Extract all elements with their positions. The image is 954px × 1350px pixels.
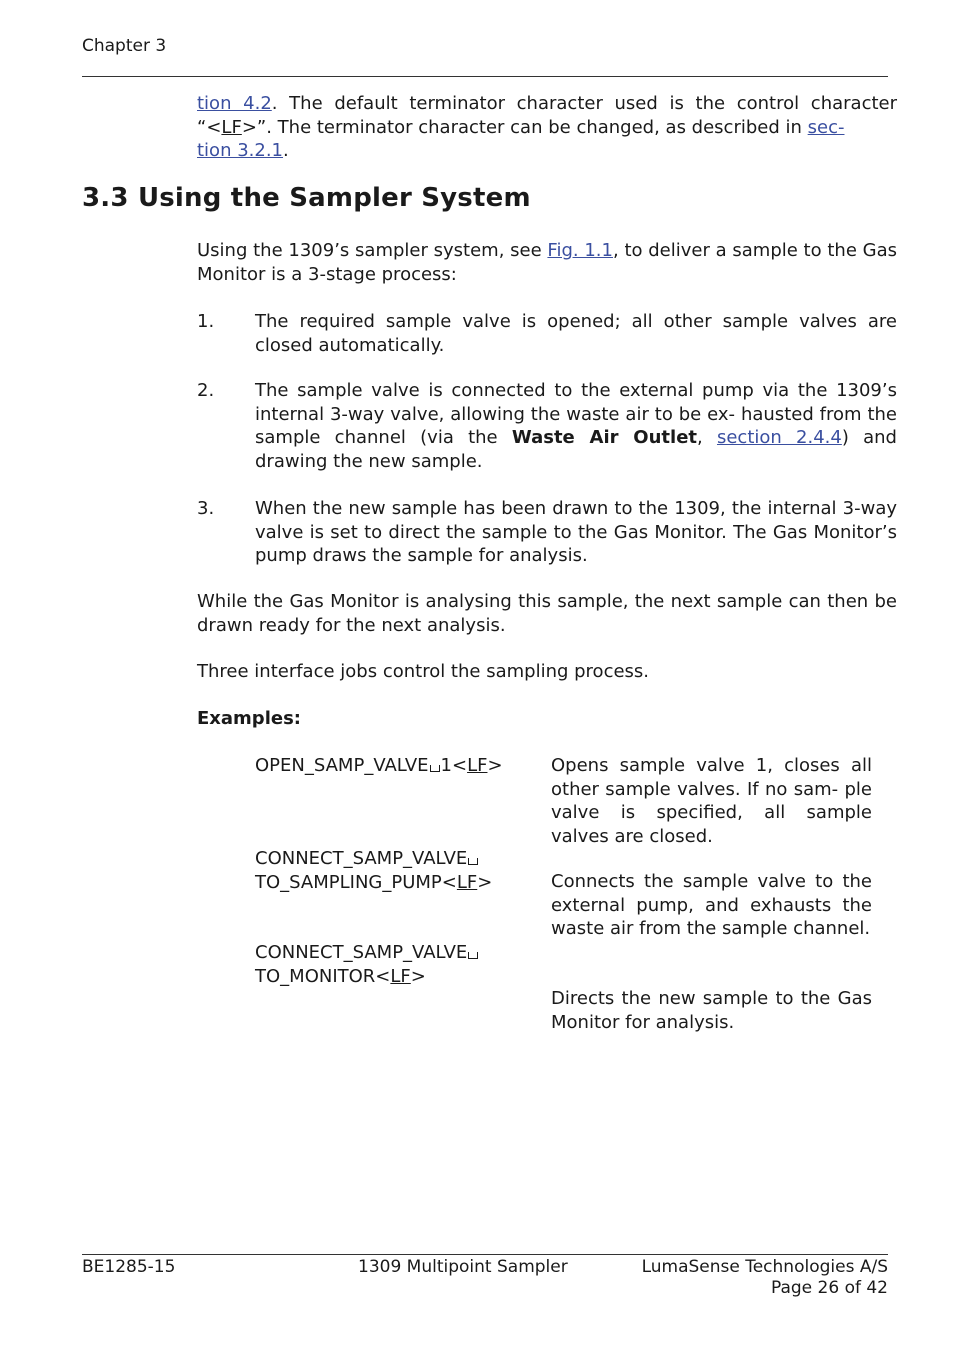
job1-end: > [487, 755, 503, 776]
footer-product: 1309 Multipoint Sampler [358, 1257, 568, 1277]
job2-line1: CONNECT_SAMP_VALVE [255, 848, 468, 869]
jobs-paragraph: Three interface jobs control the sampling process. [197, 661, 650, 682]
job3-line2: TO_MONITOR< [255, 965, 391, 987]
step-2-text-a: The sample valve is connected to the external pump via the 1309’s internal 3-way valve, allowing the waste air to be ex- hausted from the sample channel (via the [255, 380, 897, 448]
lf-token: LF [390, 965, 411, 987]
job1-arg: 1< [440, 755, 468, 776]
job-connect-to-monitor [255, 941, 479, 988]
step-2-text [255, 379, 897, 473]
examples-label: Examples: [197, 708, 301, 729]
desc-connect-to-monitor: Directs the new sample to the Gas Monitor for analysis. [551, 988, 872, 1033]
intro-paragraph [197, 92, 897, 163]
step-2-text-b: , [697, 427, 717, 448]
job-connect-to-pump [255, 847, 492, 894]
footer-rule [82, 1254, 888, 1255]
running-header: Chapter 3 [82, 36, 167, 56]
job2-line2: TO_SAMPLING_PUMP< [255, 871, 457, 893]
lf-token: LF [467, 755, 488, 776]
waste-air-outlet-term: Waste Air Outlet [511, 427, 698, 448]
step-2-number: 2. [197, 380, 215, 401]
footer-doc-id: BE1285-15 [82, 1257, 176, 1277]
section-title: Using the Sampler System [137, 183, 531, 213]
job1-name: OPEN_SAMP_VALVE [255, 755, 429, 776]
space-symbol [430, 765, 440, 772]
step-2-text-c: ) and drawing the new sample. [255, 427, 897, 472]
section-3-2-1-link-part2[interactable]: tion 3.2.1 [197, 140, 284, 161]
header-rule [82, 76, 888, 77]
lf-token: LF [456, 871, 478, 893]
desc-connect-to-pump: Connects the sample valve to the external pump, and exhausts the waste air from the sample channel. [551, 871, 872, 939]
para1-text-b: , to deliver a sample to the Gas Monitor is a 3-stage process: [197, 240, 897, 285]
section-3-2-1-link-part1[interactable]: sec- [807, 116, 845, 138]
footer-page-number: Page 26 of 42 [770, 1278, 888, 1298]
fig-1-1-link[interactable]: Fig. 1.1 [547, 240, 613, 261]
intro-text-1: . The default terminator character used is the control character “< [197, 93, 897, 138]
lf-token: LF [221, 116, 242, 138]
space-symbol [468, 858, 478, 865]
job-open-samp-valve [255, 754, 503, 778]
section-heading [82, 183, 531, 213]
job3-end: > [410, 965, 426, 987]
job2-end: > [477, 871, 493, 893]
footer-company: LumaSense Technologies A/S [641, 1257, 888, 1277]
step-3-text: When the new sample has been drawn to the 1309, the internal 3-way valve is set to direct the sample to the Gas Monitor. The Gas Monitor’s pump draws the sample for analysis. [255, 498, 897, 566]
desc-open-samp-valve: Opens sample valve 1, closes all other sample valves. If no sam- ple valve is specified, all sample valves are closed. [551, 755, 872, 847]
intro-text-2: >”. The terminator character can be changed, as described in [241, 116, 808, 138]
section-4-2-link[interactable]: tion 4.2 [197, 93, 272, 114]
section-2-4-4-link[interactable]: section 2.4.4 [716, 427, 842, 448]
intro-sampler-paragraph [197, 239, 897, 286]
step-1-number: 1. [197, 311, 215, 332]
section-number: 3.3 [82, 183, 129, 213]
step-3-number: 3. [197, 498, 215, 519]
job3-line1: CONNECT_SAMP_VALVE [255, 942, 468, 963]
analysis-paragraph: While the Gas Monitor is analysing this sample, the next sample can then be drawn ready for the next analysis. [197, 591, 897, 636]
space-symbol [468, 952, 478, 959]
step-1-text: The required sample valve is opened; all other sample valves are closed automatically. [255, 311, 897, 356]
para1-text-a: Using the 1309’s sampler system, see [197, 240, 548, 261]
intro-text-3: . [283, 140, 289, 161]
